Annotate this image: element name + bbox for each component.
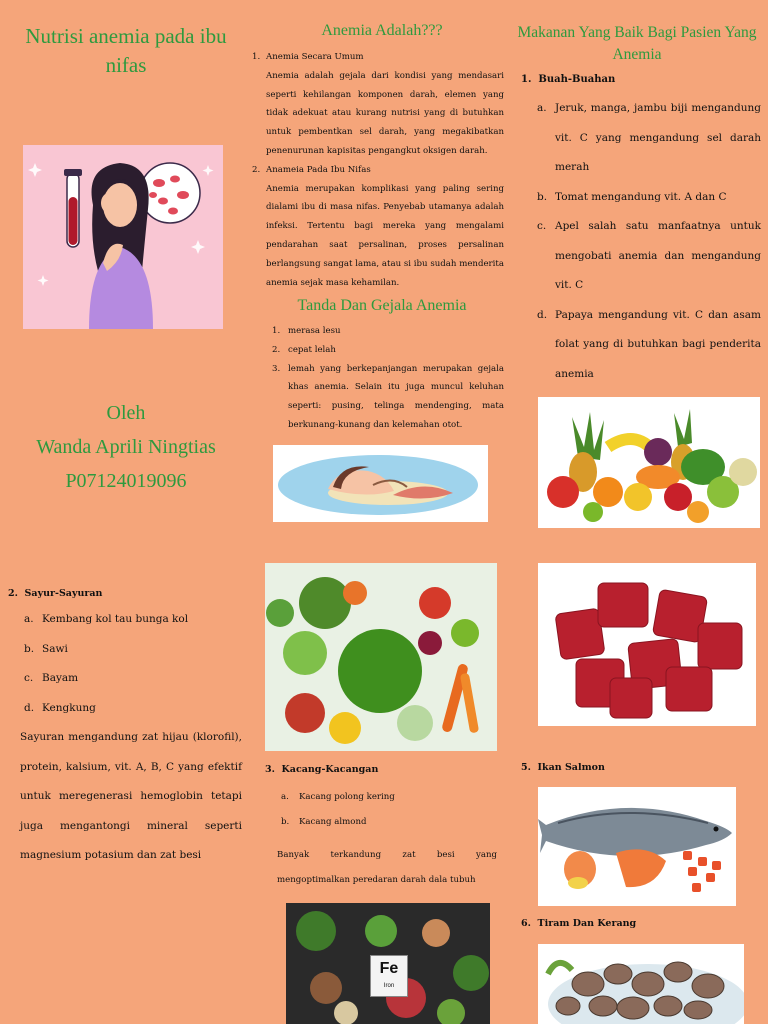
fruits-photo — [538, 397, 760, 528]
buah-section — [521, 70, 761, 389]
ikan-heading: 5. Ikan Salmon — [521, 762, 605, 773]
tanda-list — [272, 322, 504, 435]
tiram-heading: 6. Tiram Dan Kerang — [521, 918, 637, 929]
kacang-section — [265, 761, 497, 893]
anemia-list — [252, 48, 504, 292]
makanan-heading: Makanan Yang Baik Bagi Pasien Yang Anemia — [517, 24, 757, 63]
kacang-list — [281, 785, 497, 835]
tired-woman-illustration — [273, 445, 488, 522]
list-item: a. Kacang polong kering — [281, 792, 395, 802]
list-item: b. Kacang almond — [281, 817, 367, 827]
author-label: Oleh — [106, 402, 146, 424]
kacang-paragraph: Banyak terkandung zat besi yang mengoptimalkan peredaran darah dala tubuh — [277, 850, 497, 885]
list-item: 1. Anemia Secara Umum Anemia adalah gejala dari kondisi yang mendasari seperti kehilangan komponen darah, elemen yang tidak adekuat atau kurang nutrisi yang di butuhkan untuk pembentkan sel darah, yang megakibatkan penenurunan kapisitas pengangkut oksigen darah. — [252, 52, 504, 156]
beef-photo — [538, 563, 756, 726]
sayur-paragraph: Sayuran mengandung zat hijau (klorofil), protein, kalsium, vit. A, B, C yang efektif untuk meregenerasi hemoglobin tetapi juga mengantongi mineral seperti magnesium potasium dan zat besi — [20, 731, 242, 861]
brochure-title: Nutrisi anemia pada ibu nifas — [25, 24, 227, 77]
iron-foods-photo — [286, 903, 490, 1024]
list-item: b. Sawi — [24, 642, 68, 655]
author-block — [6, 396, 246, 498]
buah-heading: 1. Buah-Buahan — [521, 74, 616, 85]
list-item: c. Bayam — [24, 672, 79, 684]
list-item: 1. merasa lesu — [272, 326, 341, 336]
anemia-heading: Anemia Adalah??? — [321, 22, 443, 39]
sayur-section — [8, 583, 242, 871]
list-item: a. Jeruk, manga, jambu biji mengandung vit. C yang mengandung sel darah merah — [537, 102, 761, 173]
kacang-heading: 3. Kacang-Kacangan — [265, 764, 379, 775]
list-item: b. Tomat mengandung vit. A dan C — [537, 190, 727, 203]
vegetables-photo — [265, 563, 497, 751]
list-item: d. Papaya mengandung vit. C dan asam folat yang di butuhkan bagi penderita anemia — [537, 308, 761, 380]
list-item: d. Kengkung — [24, 701, 96, 714]
sayur-heading: 2. Sayur-Sayuran — [8, 588, 103, 599]
iron-symbol: Fe — [379, 960, 399, 977]
list-item: 3. lemah yang berkepanjangan merupakan gejala khas anemia. Selain itu juga muncul keluhan seperti: pusing, telinga mendenging, mata berkunang-kunang dan kelemahan otot. — [272, 363, 504, 430]
shellfish-photo — [538, 944, 744, 1024]
tanda-heading: Tanda Dan Gejala Anemia — [297, 297, 467, 314]
author-name: Wanda Aprili Ningtias — [36, 436, 216, 458]
author-id: P07124019096 — [65, 470, 187, 492]
list-item: 2. Anameia Pada Ibu Nifas Anemia merupakan komplikasi yang paling sering dialami ibu di masa nifas. Penyebab utamanya adalah infeksi. Tertentu bagi mereka yang mengalami pendarahan saat persalinan, proses persalinan berlangsung sangat lama, atau si ibu sudah menderita anemia sejak masa kehamilan. — [252, 164, 504, 288]
list-item: c. Apel salah satu manfaatnya untuk mengobati anemia dan mengandung vit. C — [537, 220, 761, 291]
iron-label: Iron — [383, 983, 395, 989]
anemia-woman-illustration — [23, 145, 223, 329]
list-item: 2. cepat lelah — [272, 344, 336, 355]
list-item: a. Kembang kol tau bunga kol — [24, 613, 189, 625]
salmon-photo — [538, 787, 736, 906]
buah-list — [537, 94, 761, 389]
iron-tile — [370, 955, 408, 997]
sayur-list — [24, 605, 242, 723]
